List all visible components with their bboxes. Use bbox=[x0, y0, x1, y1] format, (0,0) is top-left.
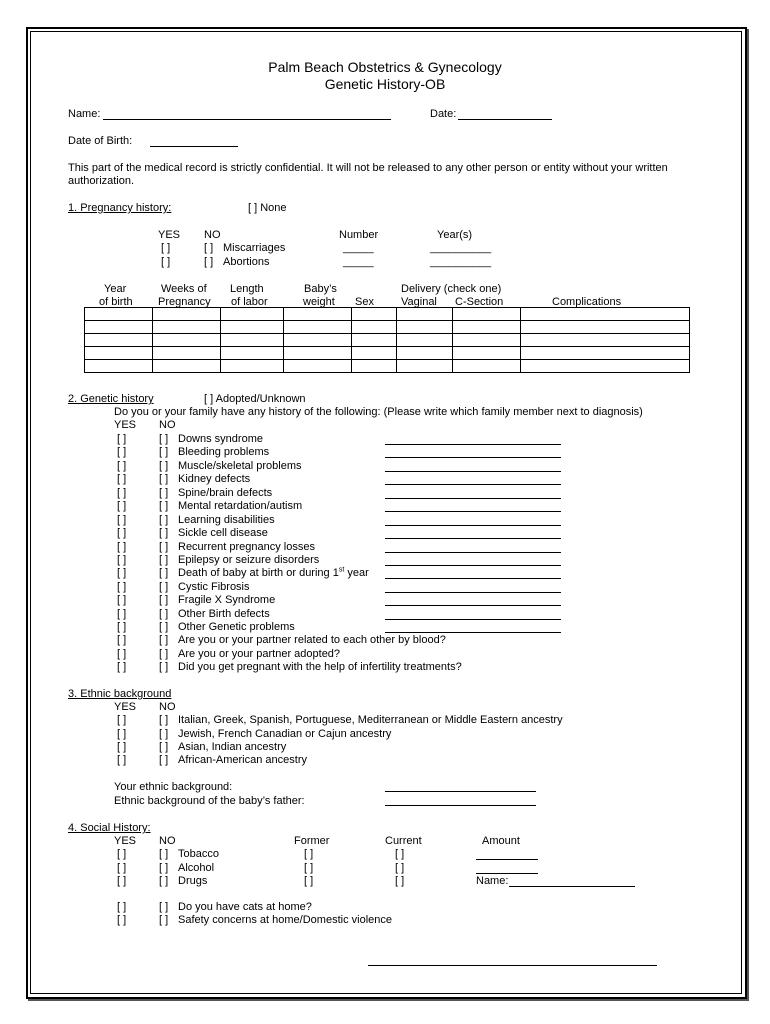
genetic-item-label: Cystic Fibrosis bbox=[178, 581, 250, 593]
col-sex: Sex bbox=[355, 296, 374, 308]
alcohol-yes-checkbox[interactable]: [ ] bbox=[117, 862, 127, 874]
family-member-field[interactable] bbox=[385, 525, 561, 526]
genetic-yes-checkbox[interactable]: [ ] bbox=[117, 594, 127, 606]
pregnancy-years-header: Year(s) bbox=[437, 229, 473, 241]
name-field[interactable] bbox=[103, 119, 391, 120]
genetic-no-checkbox[interactable]: [ ] bbox=[159, 648, 169, 660]
family-member-field[interactable] bbox=[385, 565, 561, 566]
tobacco-no-checkbox[interactable]: [ ] bbox=[159, 848, 169, 860]
abortions-years-field[interactable]: __________ bbox=[430, 256, 492, 268]
safety-yes-checkbox[interactable]: [ ] bbox=[117, 914, 127, 926]
abortions-yes-checkbox[interactable]: [ ] bbox=[161, 256, 171, 268]
alcohol-no-checkbox[interactable]: [ ] bbox=[159, 862, 169, 874]
cats-label: Do you have cats at home? bbox=[178, 901, 312, 913]
genetic-yes-checkbox[interactable]: [ ] bbox=[117, 514, 127, 526]
genetic-no-checkbox[interactable]: [ ] bbox=[159, 554, 169, 566]
family-member-field[interactable] bbox=[385, 484, 561, 485]
table-cell[interactable] bbox=[85, 308, 153, 321]
table-cell[interactable] bbox=[453, 321, 521, 334]
table-cell[interactable] bbox=[397, 360, 453, 373]
father-ethnic-label: Ethnic background of the baby’s father: bbox=[114, 795, 305, 807]
genetic-no-checkbox[interactable]: [ ] bbox=[159, 608, 169, 620]
genetic-question: Do you or your family have any history of the following: (Please write which family member next to diagnosis) bbox=[114, 406, 643, 418]
table-cell[interactable] bbox=[284, 347, 352, 360]
family-member-field[interactable] bbox=[385, 471, 561, 472]
death-superscript: st bbox=[338, 566, 345, 574]
miscarriages-number-field[interactable]: _____ bbox=[343, 242, 374, 254]
social-heading: 4. Social History: bbox=[68, 822, 151, 834]
table-cell[interactable] bbox=[221, 334, 284, 347]
genetic-item-label-death bbox=[178, 567, 369, 580]
ethnic-no-header: NO bbox=[159, 701, 176, 713]
genetic-item-label: Other Genetic problems bbox=[178, 621, 295, 633]
col-year-1: Year bbox=[104, 283, 127, 295]
alcohol-amount-field[interactable] bbox=[476, 873, 538, 874]
genetic-yes-checkbox[interactable]: [ ] bbox=[117, 648, 127, 660]
notice-line-1: This part of the medical record is strictly confidential. It will not be released to any other person or entity without your written bbox=[68, 162, 668, 174]
genetic-item-label: Kidney defects bbox=[178, 473, 251, 485]
genetic-no-header: NO bbox=[159, 419, 176, 431]
pregnancy-none-checkbox[interactable]: [ ] None bbox=[248, 202, 287, 214]
genetic-no-checkbox[interactable]: [ ] bbox=[159, 581, 169, 593]
genetic-item-label: Epilepsy or seizure disorders bbox=[178, 554, 320, 566]
family-member-field[interactable] bbox=[385, 457, 561, 458]
genetic-yes-checkbox[interactable]: [ ] bbox=[117, 634, 127, 646]
table-cell[interactable] bbox=[85, 360, 153, 373]
ethnic-heading: 3. Ethnic background bbox=[68, 688, 172, 700]
table-cell[interactable] bbox=[352, 347, 397, 360]
abortions-no-checkbox[interactable]: [ ] bbox=[204, 256, 214, 268]
table-cell[interactable] bbox=[221, 360, 284, 373]
pregnancy-yes-header: YES bbox=[158, 229, 181, 241]
drugs-former-checkbox[interactable]: [ ] bbox=[304, 875, 314, 887]
table-cell[interactable] bbox=[153, 334, 221, 347]
col-length-1: Length bbox=[230, 283, 264, 295]
date-field[interactable] bbox=[458, 119, 552, 120]
table-cell[interactable] bbox=[85, 347, 153, 360]
table-cell[interactable] bbox=[453, 334, 521, 347]
genetic-yes-header: YES bbox=[114, 419, 137, 431]
genetic-yes-checkbox[interactable]: [ ] bbox=[117, 554, 127, 566]
genetic-yes-checkbox[interactable]: [ ] bbox=[117, 460, 127, 472]
abortions-label: Abortions bbox=[223, 256, 270, 268]
social-yes-header: YES bbox=[114, 835, 137, 847]
tobacco-amount-field[interactable] bbox=[476, 859, 538, 860]
ethnic-item-label: African-American ancestry bbox=[178, 754, 307, 766]
genetic-no-checkbox[interactable]: [ ] bbox=[159, 567, 169, 579]
your-ethnic-field[interactable] bbox=[385, 791, 536, 792]
genetic-item-label: Are you or your partner adopted? bbox=[178, 648, 341, 660]
alcohol-current-checkbox[interactable]: [ ] bbox=[395, 862, 405, 874]
table-cell[interactable] bbox=[85, 334, 153, 347]
genetic-yes-checkbox[interactable]: [ ] bbox=[117, 621, 127, 633]
table-cell[interactable] bbox=[352, 308, 397, 321]
family-member-field[interactable] bbox=[385, 592, 561, 593]
table-cell[interactable] bbox=[453, 308, 521, 321]
col-weeks-2: Pregnancy bbox=[158, 296, 211, 308]
genetic-no-checkbox[interactable]: [ ] bbox=[159, 541, 169, 553]
genetic-no-checkbox[interactable]: [ ] bbox=[159, 514, 169, 526]
genetic-item-label: Muscle/skeletal problems bbox=[178, 460, 302, 472]
table-cell[interactable] bbox=[521, 321, 690, 334]
tobacco-current-checkbox[interactable]: [ ] bbox=[395, 848, 405, 860]
genetic-no-checkbox[interactable]: [ ] bbox=[159, 621, 169, 633]
alcohol-label: Alcohol bbox=[178, 862, 215, 874]
social-current-header: Current bbox=[385, 835, 422, 847]
table-cell[interactable] bbox=[521, 334, 690, 347]
ethnic-no-checkbox[interactable]: [ ] bbox=[159, 728, 169, 740]
genetic-yes-checkbox[interactable]: [ ] bbox=[117, 487, 127, 499]
tobacco-label: Tobacco bbox=[178, 848, 219, 860]
drugs-no-checkbox[interactable]: [ ] bbox=[159, 875, 169, 887]
table-cell[interactable] bbox=[521, 347, 690, 360]
genetic-heading: 2. Genetic history bbox=[68, 393, 154, 405]
signature-line[interactable] bbox=[368, 965, 657, 966]
social-amount-header: Amount bbox=[482, 835, 520, 847]
pregnancy-table bbox=[84, 307, 690, 373]
table-cell[interactable] bbox=[397, 334, 453, 347]
genetic-no-checkbox[interactable]: [ ] bbox=[159, 594, 169, 606]
genetic-no-checkbox[interactable]: [ ] bbox=[159, 527, 169, 539]
table-cell[interactable] bbox=[284, 308, 352, 321]
adopted-checkbox[interactable]: [ ] Adopted/Unknown bbox=[204, 393, 306, 405]
dob-field[interactable] bbox=[150, 146, 238, 147]
pregnancy-heading: 1. Pregnancy history: bbox=[68, 202, 172, 214]
ethnic-yes-header: YES bbox=[114, 701, 137, 713]
safety-label: Safety concerns at home/Domestic violence bbox=[178, 914, 392, 926]
ethnic-item-label: Asian, Indian ancestry bbox=[178, 741, 287, 753]
table-cell[interactable] bbox=[221, 347, 284, 360]
ethnic-yes-checkbox[interactable]: [ ] bbox=[117, 754, 127, 766]
table-cell[interactable] bbox=[284, 360, 352, 373]
family-member-field[interactable] bbox=[385, 552, 561, 553]
genetic-yes-checkbox[interactable]: [ ] bbox=[117, 446, 127, 458]
col-weight-1: Baby’s bbox=[304, 283, 337, 295]
table-cell[interactable] bbox=[153, 347, 221, 360]
table-cell[interactable] bbox=[397, 347, 453, 360]
drugs-label: Drugs bbox=[178, 875, 208, 887]
col-weight-2: weight bbox=[303, 296, 335, 308]
cats-no-checkbox[interactable]: [ ] bbox=[159, 901, 169, 913]
table-cell[interactable] bbox=[397, 321, 453, 334]
col-weeks-1: Weeks of bbox=[161, 283, 207, 295]
table-row bbox=[85, 308, 690, 321]
drugs-name-label: Name: bbox=[476, 875, 509, 887]
genetic-yes-checkbox[interactable]: [ ] bbox=[117, 433, 127, 445]
father-ethnic-field[interactable] bbox=[385, 805, 536, 806]
tobacco-yes-checkbox[interactable]: [ ] bbox=[117, 848, 127, 860]
pregnancy-number-header: Number bbox=[339, 229, 379, 241]
table-row bbox=[85, 321, 690, 334]
table-cell[interactable] bbox=[397, 308, 453, 321]
genetic-item-label: Fragile X Syndrome bbox=[178, 594, 276, 606]
col-csection: C-Section bbox=[455, 296, 504, 308]
genetic-yes-checkbox[interactable]: [ ] bbox=[117, 567, 127, 579]
miscarriages-yes-checkbox[interactable]: [ ] bbox=[161, 242, 171, 254]
genetic-yes-checkbox[interactable]: [ ] bbox=[117, 473, 127, 485]
name-label: Name: bbox=[68, 108, 101, 120]
your-ethnic-label: Your ethnic background: bbox=[114, 781, 233, 793]
drugs-current-checkbox[interactable]: [ ] bbox=[395, 875, 405, 887]
miscarriages-no-checkbox[interactable]: [ ] bbox=[204, 242, 214, 254]
genetic-item-label: Downs syndrome bbox=[178, 433, 263, 445]
ethnic-no-checkbox[interactable]: [ ] bbox=[159, 754, 169, 766]
alcohol-former-checkbox[interactable]: [ ] bbox=[304, 862, 314, 874]
family-member-field[interactable] bbox=[385, 578, 561, 579]
genetic-no-checkbox[interactable]: [ ] bbox=[159, 500, 169, 512]
social-former-header: Former bbox=[294, 835, 330, 847]
table-cell[interactable] bbox=[352, 360, 397, 373]
genetic-yes-checkbox[interactable]: [ ] bbox=[117, 541, 127, 553]
table-row bbox=[85, 347, 690, 360]
table-cell[interactable] bbox=[284, 334, 352, 347]
col-year-2: of birth bbox=[99, 296, 133, 308]
genetic-item-label: Did you get pregnant with the help of infertility treatments? bbox=[178, 661, 462, 673]
col-delivery: Delivery (check one) bbox=[401, 283, 502, 295]
genetic-yes-checkbox[interactable]: [ ] bbox=[117, 527, 127, 539]
genetic-no-checkbox[interactable]: [ ] bbox=[159, 460, 169, 472]
genetic-item-label: Sickle cell disease bbox=[178, 527, 268, 539]
notice-line-2: authorization. bbox=[68, 175, 135, 187]
col-vaginal: Vaginal bbox=[401, 296, 437, 308]
page-inner-border bbox=[30, 31, 742, 994]
ethnic-item-label: Jewish, French Canadian or Cajun ancestry bbox=[178, 728, 392, 740]
col-complications: Complications bbox=[552, 296, 622, 308]
genetic-no-checkbox[interactable]: [ ] bbox=[159, 446, 169, 458]
abortions-number-field[interactable]: _____ bbox=[343, 256, 374, 268]
genetic-no-checkbox[interactable]: [ ] bbox=[159, 473, 169, 485]
table-cell[interactable] bbox=[153, 321, 221, 334]
family-member-field[interactable] bbox=[385, 498, 561, 499]
genetic-no-checkbox[interactable]: [ ] bbox=[159, 433, 169, 445]
ethnic-yes-checkbox[interactable]: [ ] bbox=[117, 728, 127, 740]
table-cell[interactable] bbox=[521, 308, 690, 321]
table-cell[interactable] bbox=[352, 334, 397, 347]
table-cell[interactable] bbox=[221, 308, 284, 321]
ethnic-no-checkbox[interactable]: [ ] bbox=[159, 741, 169, 753]
family-member-field[interactable] bbox=[385, 444, 561, 445]
safety-no-checkbox[interactable]: [ ] bbox=[159, 914, 169, 926]
family-member-field[interactable] bbox=[385, 632, 561, 633]
death-label: Death of baby at birth or during 1 bbox=[178, 567, 339, 579]
dob-label: Date of Birth: bbox=[68, 135, 133, 147]
table-cell[interactable] bbox=[221, 321, 284, 334]
genetic-yes-checkbox[interactable]: [ ] bbox=[117, 581, 127, 593]
ethnic-yes-checkbox[interactable]: [ ] bbox=[117, 714, 127, 726]
genetic-item-label: Mental retardation/autism bbox=[178, 500, 303, 512]
family-member-field[interactable] bbox=[385, 605, 561, 606]
social-no-header: NO bbox=[159, 835, 176, 847]
family-member-field[interactable] bbox=[385, 619, 561, 620]
genetic-item-label: Recurrent pregnancy losses bbox=[178, 541, 315, 553]
genetic-yes-checkbox[interactable]: [ ] bbox=[117, 608, 127, 620]
miscarriages-years-field[interactable]: __________ bbox=[430, 242, 492, 254]
table-cell[interactable] bbox=[521, 360, 690, 373]
table-row bbox=[85, 334, 690, 347]
table-row bbox=[85, 360, 690, 373]
genetic-no-checkbox[interactable]: [ ] bbox=[159, 661, 169, 673]
table-cell[interactable] bbox=[284, 321, 352, 334]
genetic-no-checkbox[interactable]: [ ] bbox=[159, 634, 169, 646]
date-label: Date: bbox=[430, 108, 457, 120]
form-title: Genetic History-OB bbox=[324, 76, 446, 92]
miscarriages-label: Miscarriages bbox=[223, 242, 286, 254]
ethnic-no-checkbox[interactable]: [ ] bbox=[159, 714, 169, 726]
ethnic-item-label: Italian, Greek, Spanish, Portuguese, Mediterranean or Middle Eastern ancestry bbox=[178, 714, 563, 726]
genetic-item-label: Learning disabilities bbox=[178, 514, 275, 526]
genetic-item-label: Spine/brain defects bbox=[178, 487, 273, 499]
table-cell[interactable] bbox=[85, 321, 153, 334]
genetic-item-label: Bleeding problems bbox=[178, 446, 270, 458]
pregnancy-no-header: NO bbox=[204, 229, 221, 241]
table-cell[interactable] bbox=[453, 360, 521, 373]
genetic-no-checkbox[interactable]: [ ] bbox=[159, 487, 169, 499]
ethnic-yes-checkbox[interactable]: [ ] bbox=[117, 741, 127, 753]
genetic-item-label: Are you or your partner related to each other by blood? bbox=[178, 634, 446, 646]
death-suffix: year bbox=[344, 567, 369, 579]
table-cell[interactable] bbox=[453, 347, 521, 360]
practice-name: Palm Beach Obstetrics & Gynecology bbox=[268, 59, 502, 75]
col-length-2: of labor bbox=[231, 296, 268, 308]
genetic-yes-checkbox[interactable]: [ ] bbox=[117, 661, 127, 673]
genetic-yes-checkbox[interactable]: [ ] bbox=[117, 500, 127, 512]
family-member-field[interactable] bbox=[385, 511, 561, 512]
drugs-name-field[interactable] bbox=[509, 886, 635, 887]
table-cell[interactable] bbox=[352, 321, 397, 334]
table-cell[interactable] bbox=[153, 360, 221, 373]
genetic-item-label: Other Birth defects bbox=[178, 608, 270, 620]
family-member-field[interactable] bbox=[385, 538, 561, 539]
tobacco-former-checkbox[interactable]: [ ] bbox=[304, 848, 314, 860]
cats-yes-checkbox[interactable]: [ ] bbox=[117, 901, 127, 913]
drugs-yes-checkbox[interactable]: [ ] bbox=[117, 875, 127, 887]
table-cell[interactable] bbox=[153, 308, 221, 321]
